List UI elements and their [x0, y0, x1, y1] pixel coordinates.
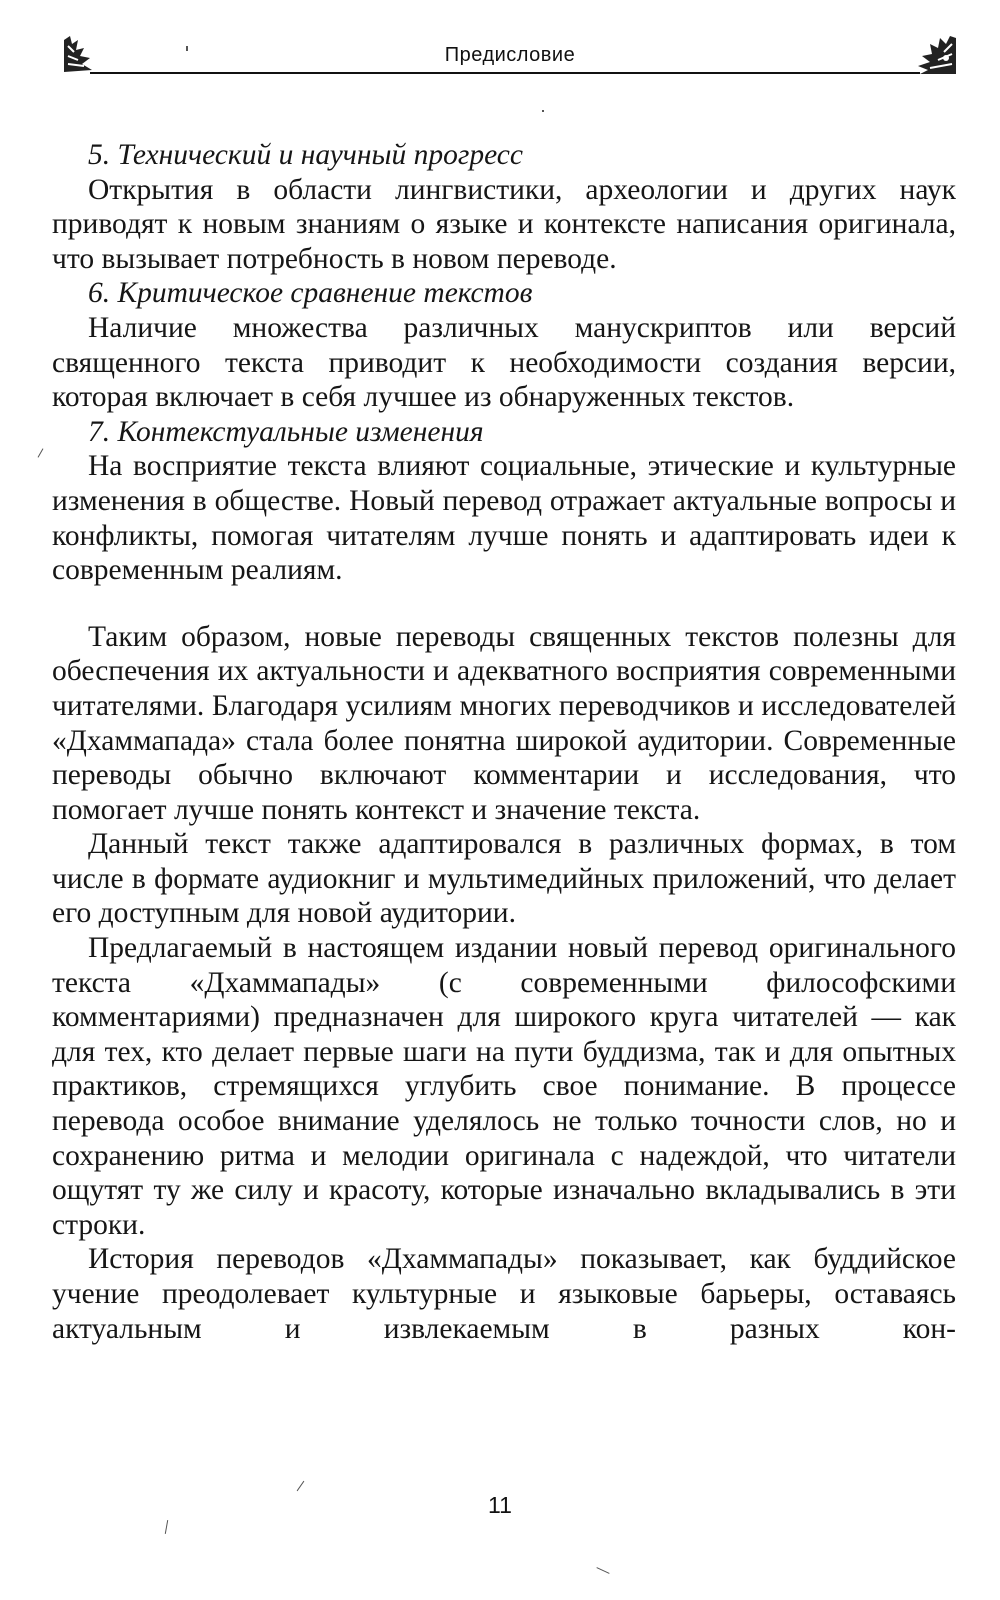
section-text: На восприятие текста влияют социальные, этические и культурные изменения в обществе. Новый перевод отражает актуальные вопросы и конфликты, помогая читателям лучше понять и адаптировать идеи к современным реалиям.: [52, 450, 956, 587]
paragraph-gap: [52, 588, 956, 620]
body-paragraph: Предлагаемый в настоящем издании новый перевод оригинального текста «Дхаммапады» (с современными философскими комментариями) предназначен для широкого круга читателей — как для тех, кто делает первые шаги на пути буддизма, так и для опытных практиков, стремящихся углубить свое понимание. В процессе перевода особое внимание уделялось не только точности слов, но и сохранению ритма и мелодии оригинала с надеждой, что читатели ощутят ту же силу и красоту, которые изначально вкладывались в эти строки.: [52, 932, 956, 1241]
scan-speck: [165, 1520, 168, 1534]
scan-speck: [596, 1567, 609, 1574]
running-title: Предисловие: [444, 44, 576, 66]
page-number: 11: [488, 1492, 512, 1518]
section-heading: 6. Критическое сравнение текстов: [88, 277, 533, 310]
section-text: Открытия в области лингвистики, археологии и других наук приводят к новым знаниям о языке и контексте написания оригинала, что вызывает потребность в новом переводе.: [52, 173, 956, 275]
section-heading: 5. Технический и научный прогресс: [88, 139, 523, 171]
body-paragraph: Таким образом, новые переводы священных текстов полезны для обеспечения их актуальности и адекватного восприятия современными читателями. Благодаря усилиям многих переводчиков и исследователей «Дхаммапада» стала более понятна широкой аудитории. Современные переводы обычно включают комментарии и исследования, что помогает лучше понять контекст и значение текста.: [52, 620, 956, 826]
running-header: [60, 38, 960, 76]
body-paragraph: История переводов «Дхаммапады» показывает, как буддийское учение преодолевает культурные и языковые барьеры, оставаясь актуальным и извлекаемым в разных кон-: [52, 1243, 956, 1345]
scan-speck: [297, 1481, 305, 1491]
page-body: [52, 138, 956, 1346]
floral-ornament-icon: [916, 34, 960, 76]
section-text: Наличие множества различных манускриптов или версий священного текста приводит к необходимости создания версии, которая включает в себя лучшее из обнаруженных текстов.: [52, 311, 956, 414]
section-heading: 7. Контекстуальные изменения: [88, 415, 484, 448]
scan-speck: [38, 448, 44, 457]
header-rule: [90, 72, 920, 74]
body-paragraph: Данный текст также адаптировался в различных формах, в том числе в формате аудиокниг и мультимедийных приложений, что делает его доступным для новой аудитории.: [52, 828, 956, 930]
scan-speck: [542, 110, 544, 112]
scan-speck: [186, 46, 188, 51]
